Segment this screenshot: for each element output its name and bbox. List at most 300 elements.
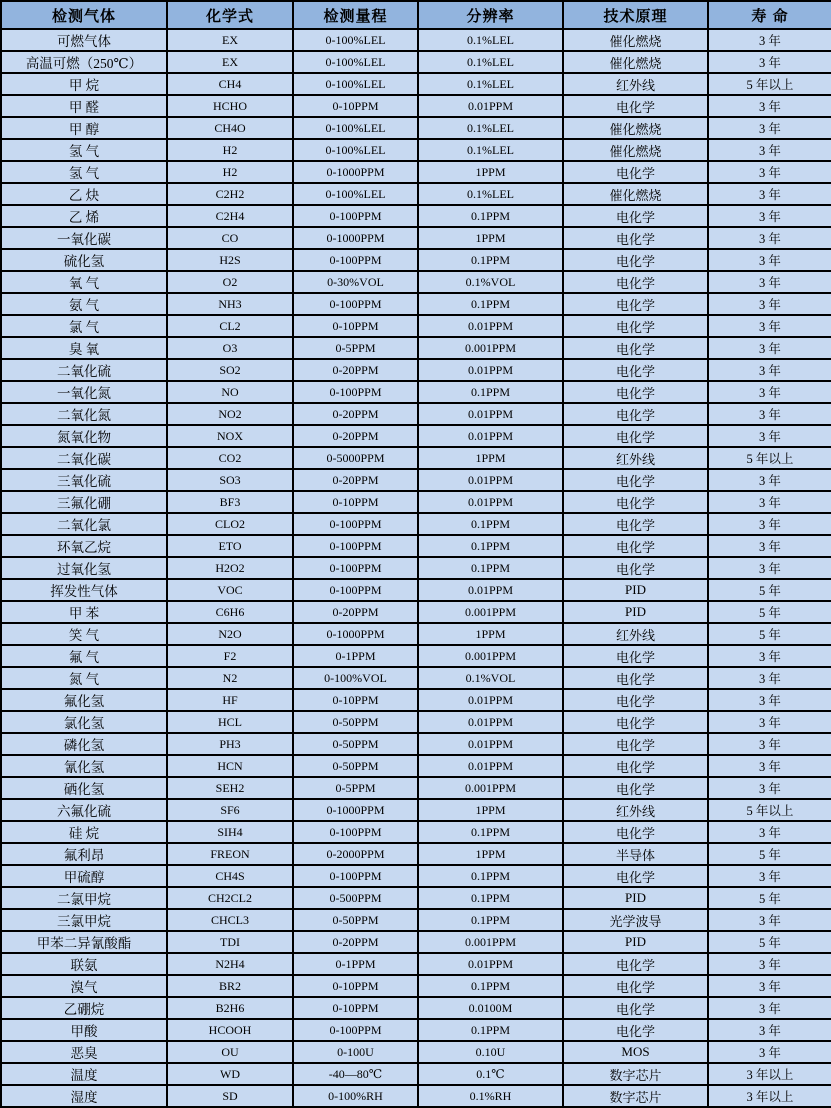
cell-lifespan: 5 年以上 — [708, 73, 831, 95]
cell-range: 0-100%RH — [293, 1085, 418, 1107]
cell-principle: 电化学 — [563, 315, 708, 337]
cell-principle: 电化学 — [563, 733, 708, 755]
cell-lifespan: 3 年 — [708, 777, 831, 799]
cell-lifespan: 3 年以上 — [708, 1063, 831, 1085]
cell-formula: HCOOH — [167, 1019, 293, 1041]
cell-principle: 电化学 — [563, 689, 708, 711]
cell-principle: 电化学 — [563, 271, 708, 293]
cell-formula: EX — [167, 51, 293, 73]
cell-resolution: 0.01PPM — [418, 579, 563, 601]
cell-range: 0-50PPM — [293, 909, 418, 931]
cell-lifespan: 3 年 — [708, 535, 831, 557]
cell-resolution: 0.01PPM — [418, 469, 563, 491]
cell-range: 0-20PPM — [293, 469, 418, 491]
cell-range: 0-100%VOL — [293, 667, 418, 689]
cell-lifespan: 5 年 — [708, 579, 831, 601]
cell-lifespan: 3 年 — [708, 755, 831, 777]
cell-lifespan: 3 年 — [708, 425, 831, 447]
cell-gas: 溴气 — [1, 975, 167, 997]
cell-formula: FREON — [167, 843, 293, 865]
cell-range: 0-100PPM — [293, 535, 418, 557]
cell-range: 0-100U — [293, 1041, 418, 1063]
cell-principle: 催化燃烧 — [563, 117, 708, 139]
cell-principle: 电化学 — [563, 161, 708, 183]
cell-lifespan: 3 年 — [708, 293, 831, 315]
cell-range: 0-100PPM — [293, 249, 418, 271]
cell-principle: 电化学 — [563, 557, 708, 579]
cell-gas: 恶臭 — [1, 1041, 167, 1063]
table-row — [1, 447, 831, 469]
cell-resolution: 0.1PPM — [418, 865, 563, 887]
cell-lifespan: 3 年 — [708, 249, 831, 271]
column-header-resolution: 分辨率 — [418, 1, 563, 29]
table-row — [1, 733, 831, 755]
cell-formula: VOC — [167, 579, 293, 601]
table-row — [1, 865, 831, 887]
cell-formula: O2 — [167, 271, 293, 293]
cell-resolution: 0.01PPM — [418, 95, 563, 117]
table-row — [1, 403, 831, 425]
cell-principle: 电化学 — [563, 205, 708, 227]
cell-resolution: 1PPM — [418, 227, 563, 249]
cell-principle: 电化学 — [563, 425, 708, 447]
cell-formula: SO3 — [167, 469, 293, 491]
cell-range: 0-1000PPM — [293, 161, 418, 183]
table-row — [1, 139, 831, 161]
table-row — [1, 843, 831, 865]
table-row — [1, 975, 831, 997]
cell-principle: 电化学 — [563, 403, 708, 425]
cell-formula: B2H6 — [167, 997, 293, 1019]
table-row — [1, 51, 831, 73]
cell-resolution: 0.01PPM — [418, 953, 563, 975]
cell-resolution: 0.01PPM — [418, 755, 563, 777]
cell-range: 0-50PPM — [293, 711, 418, 733]
table-row — [1, 1085, 831, 1107]
table-row — [1, 205, 831, 227]
cell-range: 0-10PPM — [293, 997, 418, 1019]
cell-lifespan: 3 年 — [708, 161, 831, 183]
table-row — [1, 887, 831, 909]
table-row — [1, 535, 831, 557]
cell-lifespan: 3 年 — [708, 183, 831, 205]
table-header — [1, 1, 831, 29]
cell-gas: 硒化氢 — [1, 777, 167, 799]
cell-principle: 催化燃烧 — [563, 51, 708, 73]
cell-formula: ETO — [167, 535, 293, 557]
cell-principle: 催化燃烧 — [563, 139, 708, 161]
cell-gas: 二氧化氮 — [1, 403, 167, 425]
cell-resolution: 0.1PPM — [418, 557, 563, 579]
cell-resolution: 0.1PPM — [418, 909, 563, 931]
cell-lifespan: 3 年 — [708, 821, 831, 843]
cell-formula: CLO2 — [167, 513, 293, 535]
cell-range: 0-5PPM — [293, 337, 418, 359]
cell-lifespan: 5 年 — [708, 931, 831, 953]
cell-principle: 数字芯片 — [563, 1085, 708, 1107]
cell-lifespan: 3 年 — [708, 271, 831, 293]
column-header-principle: 技术原理 — [563, 1, 708, 29]
table-row — [1, 73, 831, 95]
cell-gas: 氰化氢 — [1, 755, 167, 777]
cell-gas: 氢 气 — [1, 161, 167, 183]
cell-principle: 电化学 — [563, 491, 708, 513]
cell-lifespan: 3 年 — [708, 117, 831, 139]
cell-principle: 电化学 — [563, 821, 708, 843]
cell-gas: 氟化氢 — [1, 689, 167, 711]
cell-lifespan: 3 年 — [708, 513, 831, 535]
cell-gas: 硫化氢 — [1, 249, 167, 271]
cell-formula: SIH4 — [167, 821, 293, 843]
cell-gas: 氯化氢 — [1, 711, 167, 733]
cell-lifespan: 5 年以上 — [708, 799, 831, 821]
table-row — [1, 95, 831, 117]
table-row — [1, 359, 831, 381]
cell-resolution: 0.001PPM — [418, 777, 563, 799]
cell-principle: 半导体 — [563, 843, 708, 865]
cell-formula: OU — [167, 1041, 293, 1063]
table-row — [1, 29, 831, 51]
table-row — [1, 425, 831, 447]
cell-gas: 臭 氧 — [1, 337, 167, 359]
cell-principle: 电化学 — [563, 975, 708, 997]
cell-principle: 电化学 — [563, 535, 708, 557]
cell-formula: CO — [167, 227, 293, 249]
cell-gas: 一氧化碳 — [1, 227, 167, 249]
cell-gas: 二氯甲烷 — [1, 887, 167, 909]
cell-range: 0-1000PPM — [293, 799, 418, 821]
cell-formula: SO2 — [167, 359, 293, 381]
cell-range: 0-100%LEL — [293, 139, 418, 161]
cell-principle: MOS — [563, 1041, 708, 1063]
cell-resolution: 0.01PPM — [418, 359, 563, 381]
cell-gas: 氢 气 — [1, 139, 167, 161]
table-row — [1, 1041, 831, 1063]
table-row — [1, 271, 831, 293]
cell-gas: 湿度 — [1, 1085, 167, 1107]
cell-resolution: 0.01PPM — [418, 491, 563, 513]
cell-resolution: 0.1PPM — [418, 1019, 563, 1041]
cell-range: 0-100PPM — [293, 293, 418, 315]
cell-formula: H2S — [167, 249, 293, 271]
cell-principle: 电化学 — [563, 359, 708, 381]
cell-formula: CH2CL2 — [167, 887, 293, 909]
cell-formula: F2 — [167, 645, 293, 667]
cell-range: 0-100PPM — [293, 381, 418, 403]
cell-lifespan: 3 年 — [708, 909, 831, 931]
cell-range: 0-100PPM — [293, 865, 418, 887]
table-row — [1, 183, 831, 205]
cell-principle: 电化学 — [563, 777, 708, 799]
cell-gas: 过氧化氢 — [1, 557, 167, 579]
cell-resolution: 0.001PPM — [418, 645, 563, 667]
cell-range: 0-100PPM — [293, 579, 418, 601]
cell-lifespan: 3 年 — [708, 139, 831, 161]
cell-resolution: 0.001PPM — [418, 601, 563, 623]
cell-resolution: 0.1%VOL — [418, 667, 563, 689]
table-row — [1, 711, 831, 733]
table-row — [1, 1063, 831, 1085]
cell-range: 0-20PPM — [293, 359, 418, 381]
cell-resolution: 0.1PPM — [418, 535, 563, 557]
cell-principle: 电化学 — [563, 1019, 708, 1041]
table-row — [1, 579, 831, 601]
cell-range: 0-100%LEL — [293, 51, 418, 73]
table-row — [1, 491, 831, 513]
cell-formula: SEH2 — [167, 777, 293, 799]
column-header-range: 检测量程 — [293, 1, 418, 29]
cell-gas: 二氧化碳 — [1, 447, 167, 469]
cell-lifespan: 3 年 — [708, 865, 831, 887]
cell-gas: 可燃气体 — [1, 29, 167, 51]
cell-gas: 二氧化氯 — [1, 513, 167, 535]
cell-range: 0-20PPM — [293, 601, 418, 623]
cell-resolution: 0.01PPM — [418, 689, 563, 711]
cell-principle: 电化学 — [563, 865, 708, 887]
cell-formula: CHCL3 — [167, 909, 293, 931]
cell-principle: PID — [563, 579, 708, 601]
cell-gas: 二氧化硫 — [1, 359, 167, 381]
cell-formula: WD — [167, 1063, 293, 1085]
header-row — [1, 1, 831, 29]
cell-gas: 氟 气 — [1, 645, 167, 667]
cell-resolution: 0.001PPM — [418, 931, 563, 953]
table-row — [1, 117, 831, 139]
cell-lifespan: 3 年 — [708, 381, 831, 403]
cell-resolution: 0.0100M — [418, 997, 563, 1019]
table-row — [1, 689, 831, 711]
cell-range: 0-5000PPM — [293, 447, 418, 469]
cell-principle: 电化学 — [563, 337, 708, 359]
cell-gas: 一氧化氮 — [1, 381, 167, 403]
cell-formula: H2O2 — [167, 557, 293, 579]
cell-lifespan: 5 年 — [708, 887, 831, 909]
cell-gas: 三氧化硫 — [1, 469, 167, 491]
cell-lifespan: 3 年以上 — [708, 1085, 831, 1107]
table-row — [1, 623, 831, 645]
cell-gas: 氧 气 — [1, 271, 167, 293]
cell-formula: CH4 — [167, 73, 293, 95]
cell-gas: 乙硼烷 — [1, 997, 167, 1019]
cell-principle: 红外线 — [563, 799, 708, 821]
table-row — [1, 337, 831, 359]
table-row — [1, 249, 831, 271]
cell-principle: 催化燃烧 — [563, 29, 708, 51]
cell-lifespan: 3 年 — [708, 975, 831, 997]
cell-gas: 甲 醛 — [1, 95, 167, 117]
cell-resolution: 0.1PPM — [418, 513, 563, 535]
cell-lifespan: 3 年 — [708, 997, 831, 1019]
cell-principle: 电化学 — [563, 667, 708, 689]
cell-gas: 温度 — [1, 1063, 167, 1085]
cell-formula: EX — [167, 29, 293, 51]
cell-lifespan: 3 年 — [708, 359, 831, 381]
table-row — [1, 645, 831, 667]
cell-gas: 环氧乙烷 — [1, 535, 167, 557]
cell-principle: 电化学 — [563, 711, 708, 733]
table-row — [1, 909, 831, 931]
cell-formula: NH3 — [167, 293, 293, 315]
cell-principle: PID — [563, 887, 708, 909]
cell-gas: 挥发性气体 — [1, 579, 167, 601]
cell-principle: 红外线 — [563, 447, 708, 469]
cell-lifespan: 3 年 — [708, 205, 831, 227]
table-row — [1, 227, 831, 249]
cell-lifespan: 3 年 — [708, 711, 831, 733]
cell-gas: 硅 烷 — [1, 821, 167, 843]
cell-gas: 氟利昂 — [1, 843, 167, 865]
table-row — [1, 931, 831, 953]
cell-formula: CL2 — [167, 315, 293, 337]
cell-lifespan: 3 年 — [708, 403, 831, 425]
cell-range: 0-100%LEL — [293, 117, 418, 139]
cell-lifespan: 3 年 — [708, 667, 831, 689]
cell-formula: N2O — [167, 623, 293, 645]
cell-formula: NOX — [167, 425, 293, 447]
cell-lifespan: 3 年 — [708, 689, 831, 711]
table-row — [1, 821, 831, 843]
cell-resolution: 0.1%LEL — [418, 139, 563, 161]
table-row — [1, 161, 831, 183]
cell-resolution: 1PPM — [418, 447, 563, 469]
cell-formula: SF6 — [167, 799, 293, 821]
cell-range: 0-1000PPM — [293, 227, 418, 249]
cell-gas: 氯 气 — [1, 315, 167, 337]
table-row — [1, 469, 831, 491]
table-row — [1, 513, 831, 535]
cell-principle: 电化学 — [563, 249, 708, 271]
cell-formula: CH4S — [167, 865, 293, 887]
cell-range: 0-50PPM — [293, 733, 418, 755]
cell-resolution: 0.01PPM — [418, 733, 563, 755]
cell-lifespan: 3 年 — [708, 95, 831, 117]
cell-resolution: 0.1PPM — [418, 975, 563, 997]
cell-lifespan: 3 年 — [708, 733, 831, 755]
cell-range: 0-100PPM — [293, 513, 418, 535]
cell-lifespan: 3 年 — [708, 29, 831, 51]
cell-gas: 氮氧化物 — [1, 425, 167, 447]
cell-range: 0-20PPM — [293, 931, 418, 953]
cell-lifespan: 3 年 — [708, 1019, 831, 1041]
cell-resolution: 0.1PPM — [418, 205, 563, 227]
table-row — [1, 293, 831, 315]
cell-formula: HF — [167, 689, 293, 711]
cell-range: 0-10PPM — [293, 491, 418, 513]
cell-lifespan: 3 年 — [708, 469, 831, 491]
cell-resolution: 0.1%RH — [418, 1085, 563, 1107]
cell-range: 0-1000PPM — [293, 623, 418, 645]
cell-principle: PID — [563, 931, 708, 953]
cell-resolution: 0.1PPM — [418, 381, 563, 403]
cell-principle: 电化学 — [563, 645, 708, 667]
cell-resolution: 0.1PPM — [418, 887, 563, 909]
table-row — [1, 777, 831, 799]
table-row — [1, 755, 831, 777]
cell-range: -40—80℃ — [293, 1063, 418, 1085]
cell-resolution: 1PPM — [418, 843, 563, 865]
cell-gas: 甲酸 — [1, 1019, 167, 1041]
cell-principle: 电化学 — [563, 469, 708, 491]
cell-resolution: 0.1%LEL — [418, 73, 563, 95]
cell-lifespan: 3 年 — [708, 315, 831, 337]
cell-resolution: 0.01PPM — [418, 425, 563, 447]
cell-gas: 三氟化硼 — [1, 491, 167, 513]
table-body — [1, 29, 831, 1107]
cell-resolution: 0.10U — [418, 1041, 563, 1063]
cell-range: 0-10PPM — [293, 315, 418, 337]
cell-lifespan: 3 年 — [708, 953, 831, 975]
cell-gas: 氮 气 — [1, 667, 167, 689]
cell-resolution: 1PPM — [418, 623, 563, 645]
table-row — [1, 315, 831, 337]
cell-resolution: 0.1PPM — [418, 249, 563, 271]
cell-principle: 催化燃烧 — [563, 183, 708, 205]
table-row — [1, 997, 831, 1019]
cell-range: 0-100%LEL — [293, 29, 418, 51]
cell-principle: 电化学 — [563, 997, 708, 1019]
column-header-formula: 化学式 — [167, 1, 293, 29]
cell-principle: 数字芯片 — [563, 1063, 708, 1085]
cell-resolution: 0.1PPM — [418, 293, 563, 315]
cell-formula: BF3 — [167, 491, 293, 513]
cell-formula: CH4O — [167, 117, 293, 139]
cell-resolution: 0.01PPM — [418, 403, 563, 425]
table-row — [1, 381, 831, 403]
cell-formula: PH3 — [167, 733, 293, 755]
cell-formula: SD — [167, 1085, 293, 1107]
cell-lifespan: 5 年以上 — [708, 447, 831, 469]
cell-resolution: 0.1%VOL — [418, 271, 563, 293]
cell-resolution: 0.1%LEL — [418, 117, 563, 139]
table-row — [1, 953, 831, 975]
table-row — [1, 601, 831, 623]
cell-range: 0-30%VOL — [293, 271, 418, 293]
cell-gas: 乙 烯 — [1, 205, 167, 227]
cell-formula: HCN — [167, 755, 293, 777]
cell-formula: O3 — [167, 337, 293, 359]
cell-resolution: 0.01PPM — [418, 711, 563, 733]
cell-range: 0-1PPM — [293, 953, 418, 975]
cell-principle: 红外线 — [563, 73, 708, 95]
cell-lifespan: 3 年 — [708, 227, 831, 249]
table-row — [1, 667, 831, 689]
cell-gas: 甲 苯 — [1, 601, 167, 623]
cell-resolution: 1PPM — [418, 799, 563, 821]
cell-range: 0-10PPM — [293, 975, 418, 997]
cell-formula: TDI — [167, 931, 293, 953]
cell-gas: 三氯甲烷 — [1, 909, 167, 931]
cell-lifespan: 5 年 — [708, 601, 831, 623]
cell-formula: BR2 — [167, 975, 293, 997]
cell-principle: PID — [563, 601, 708, 623]
cell-range: 0-20PPM — [293, 403, 418, 425]
cell-principle: 电化学 — [563, 293, 708, 315]
cell-formula: C6H6 — [167, 601, 293, 623]
column-header-gas: 检测气体 — [1, 1, 167, 29]
cell-principle: 红外线 — [563, 623, 708, 645]
cell-range: 0-20PPM — [293, 425, 418, 447]
cell-gas: 氨 气 — [1, 293, 167, 315]
cell-formula: NO — [167, 381, 293, 403]
cell-gas: 甲 醇 — [1, 117, 167, 139]
cell-gas: 笑 气 — [1, 623, 167, 645]
cell-range: 0-100PPM — [293, 557, 418, 579]
cell-resolution: 0.1%LEL — [418, 183, 563, 205]
cell-lifespan: 3 年 — [708, 337, 831, 359]
cell-resolution: 0.1%LEL — [418, 29, 563, 51]
cell-formula: C2H2 — [167, 183, 293, 205]
cell-range: 0-10PPM — [293, 689, 418, 711]
